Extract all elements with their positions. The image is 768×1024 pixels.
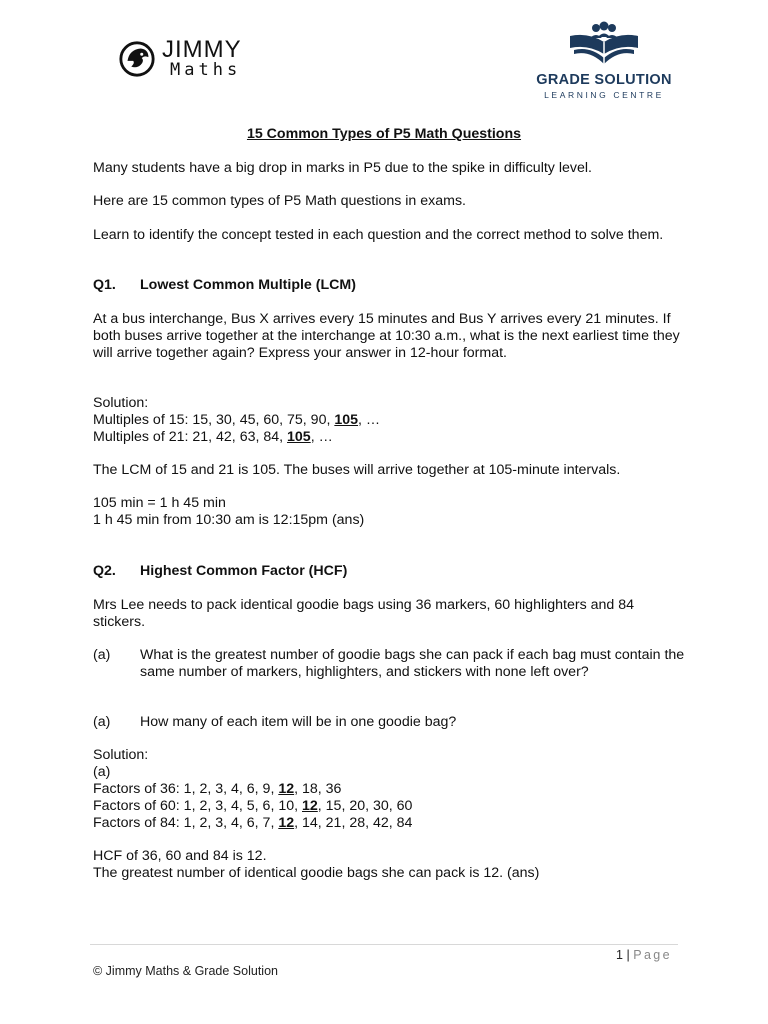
q2-factors-60 (93, 798, 412, 815)
q1-lcm-statement: The LCM of 15 and 21 is 105. The buses will arrive together at 105-minute intervals. (93, 462, 621, 478)
q1-title: Lowest Common Multiple (LCM) (140, 277, 356, 293)
q1-multiples-21-lcm: 105 (287, 429, 311, 445)
q1-multiples-21-tail: , … (310, 429, 333, 445)
intro-paragraph-1: Many students have a big drop in marks in P5 due to the spike in difficulty level. (93, 160, 592, 176)
q1-multiples-21 (93, 429, 333, 446)
q1-multiples-15-tail: , … (358, 412, 381, 428)
jimmy-maths-logo (118, 36, 258, 84)
q1-multiples-15-text: Multiples of 15: 15, 30, 45, 60, 75, 90, (93, 412, 335, 428)
page-title: 15 Common Types of P5 Math Questions (246, 126, 522, 142)
q2-factors-60-hcf: 12 (302, 798, 318, 814)
q2-factors-84-hcf: 12 (278, 815, 295, 831)
q2-solution-part-a: (a) (93, 764, 111, 780)
q1-multiples-21-text: Multiples of 21: 21, 42, 63, 84, (93, 429, 288, 445)
q2-factors-60-text: Factors of 60: 1, 2, 3, 4, 5, 6, 10, (93, 798, 302, 814)
page-word: Page (633, 948, 672, 962)
q2-part-b-label: (a) (93, 714, 111, 730)
q1-solution-label: Solution: (93, 395, 149, 411)
intro-paragraph-2: Here are 15 common types of P5 Math questions in exams. (93, 193, 466, 209)
q2-factors-84-text: Factors of 84: 1, 2, 3, 4, 6, 7, (93, 815, 279, 831)
q2-factors-36-hcf: 12 (278, 781, 295, 797)
q1-multiples-15 (93, 412, 380, 429)
q2-factors-36-tail: , 18, 36 (294, 781, 342, 797)
page-number-separator: | (626, 948, 630, 962)
q2-part-a-text: What is the greatest number of goodie bags she can pack if each bag must contain the same number of markers, highlighters, and stickers with none left over? (140, 647, 685, 680)
q2-number: Q2. (93, 563, 116, 579)
jimmy-logo-line1: JIMMY (162, 36, 242, 63)
page-number-value: 1 (616, 948, 623, 962)
q1-question: At a bus interchange, Bus X arrives every 15 minutes and Bus Y arrives every 21 minutes. If both buses arrive together at the interchange at 10:30 a.m., what is the next earliest time they will arrive together again? Express your answer in 12-hour format. (93, 311, 680, 361)
q2-factors-36-text: Factors of 36: 1, 2, 3, 4, 6, 9, (93, 781, 279, 797)
jimmy-lion-icon (118, 40, 156, 78)
q1-number: Q1. (93, 277, 116, 293)
q1-conversion-2: 1 h 45 min from 10:30 am is 12:15pm (ans) (93, 512, 365, 528)
q2-title: Highest Common Factor (HCF) (140, 563, 348, 579)
q2-factors-60-tail: , 15, 20, 30, 60 (317, 798, 413, 814)
q2-solution-label: Solution: (93, 747, 149, 763)
q2-factors-84-tail: , 14, 21, 28, 42, 84 (294, 815, 413, 831)
q2-answer: The greatest number of identical goodie bags she can pack is 12. (ans) (93, 865, 540, 881)
q1-conversion-1: 105 min = 1 h 45 min (93, 495, 226, 511)
q2-part-a-label: (a) (93, 647, 111, 663)
intro-paragraph-3: Learn to identify the concept tested in each question and the correct method to solve them. (93, 227, 664, 243)
copyright-notice: © Jimmy Maths & Grade Solution (93, 964, 278, 978)
q2-hcf-statement: HCF of 36, 60 and 84 is 12. (93, 848, 267, 864)
footer-divider (90, 944, 678, 945)
q2-part-b-text: How many of each item will be in one goodie bag? (140, 714, 457, 730)
grade-solution-logo (528, 18, 680, 100)
open-book-people-icon (564, 18, 644, 70)
q2-question: Mrs Lee needs to pack identical goodie bags using 36 markers, 60 highlighters and 84 stickers. (93, 597, 635, 630)
q1-multiples-15-lcm: 105 (334, 412, 359, 428)
jimmy-logo-line2: Maths (170, 60, 242, 80)
page-number (616, 948, 672, 962)
grade-solution-logo-line1: GRADE SOLUTION (536, 72, 672, 88)
q2-factors-84 (93, 815, 412, 832)
q2-factors-36 (93, 781, 341, 798)
grade-solution-logo-line2: LEARNING CENTRE (544, 90, 664, 100)
